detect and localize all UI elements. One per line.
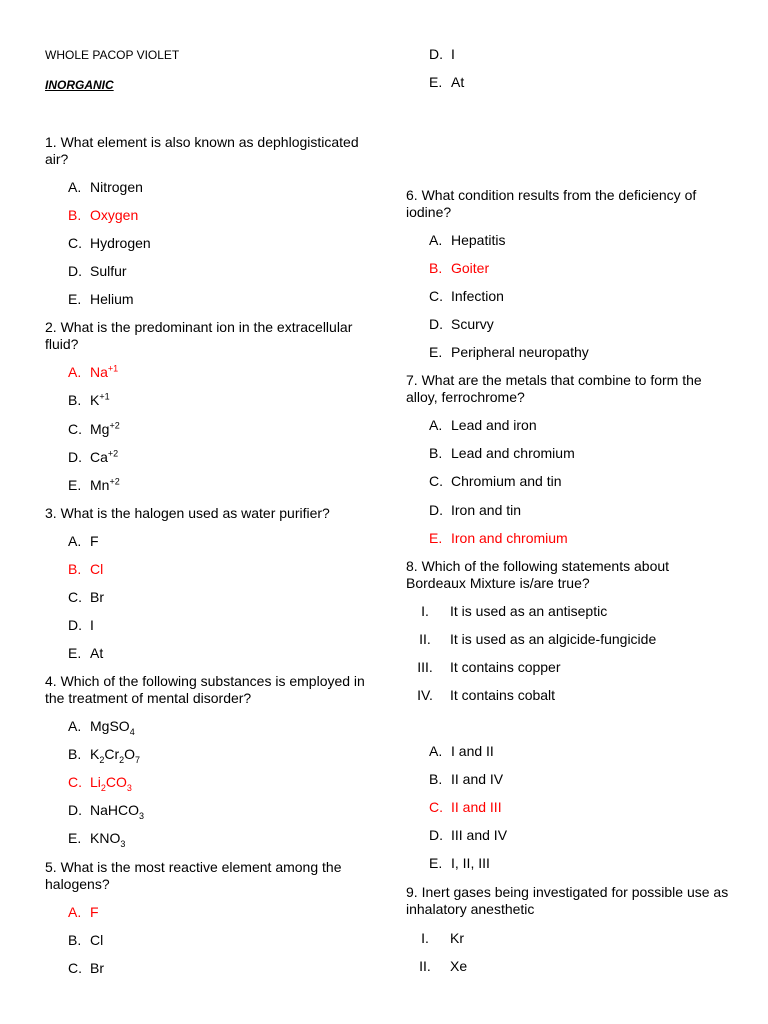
option <box>68 449 118 466</box>
formula-part: MgSO <box>90 718 130 734</box>
question-6: 6. What condition results from the deficiency of iodine? <box>406 187 697 220</box>
option-letter: B. <box>68 561 82 577</box>
option-text: I <box>451 46 455 62</box>
statement-text: It contains cobalt <box>450 687 556 703</box>
option-text: Goiter <box>451 260 490 276</box>
option-letter: E. <box>68 645 82 661</box>
option-letter: E. <box>68 830 82 846</box>
statement <box>406 631 656 648</box>
option <box>429 445 575 462</box>
option-letter: E. <box>68 477 82 493</box>
formula-subscript: 3 <box>120 838 126 849</box>
option-correct <box>68 561 103 578</box>
option <box>68 263 127 280</box>
option-letter: A. <box>429 417 443 433</box>
option <box>68 477 120 494</box>
option-letter: D. <box>429 827 443 843</box>
statement-text: It is used as an antiseptic <box>450 603 608 619</box>
option-letter: B. <box>68 746 82 762</box>
roman-numeral: III. <box>417 659 433 675</box>
option <box>68 392 110 409</box>
option-letter: E. <box>429 74 443 90</box>
option <box>429 46 455 63</box>
option <box>429 74 464 91</box>
option-correct <box>68 364 118 381</box>
option-text: Iron and tin <box>451 502 522 518</box>
option <box>429 316 494 333</box>
statement <box>406 687 555 704</box>
question-8: 8. Which of the following statements about Bordeaux Mixture is/are true? <box>406 558 670 591</box>
statement <box>406 659 561 676</box>
formula-subscript: 3 <box>139 810 145 821</box>
ion-charge: +2 <box>109 476 120 487</box>
option-text: Scurvy <box>451 316 494 332</box>
option <box>429 344 589 361</box>
ion-charge: +2 <box>107 448 119 459</box>
option-text: Chromium and tin <box>451 473 562 489</box>
option-letter: C. <box>429 473 443 489</box>
statement <box>406 603 607 620</box>
option-text: At <box>90 645 104 661</box>
question-4: 4. Which of the following substances is employed in the treatment of mental disorder? <box>45 673 365 706</box>
option <box>429 417 537 434</box>
ion-charge: +2 <box>109 420 120 431</box>
option-letter: D. <box>429 316 443 332</box>
option-text: Br <box>90 960 104 976</box>
option-text: I <box>90 617 94 633</box>
formula-part: K <box>90 746 100 762</box>
option-letter: C. <box>68 589 82 605</box>
option-letter: B. <box>429 445 443 461</box>
option-text: Hydrogen <box>90 235 151 251</box>
formula-part: CO <box>105 774 127 790</box>
question-7: 7. What are the metals that combine to form the alloy, ferrochrome? <box>406 372 702 405</box>
option-text: Cl <box>90 561 104 577</box>
option-text: Mn <box>90 477 110 493</box>
option-correct <box>68 904 99 921</box>
formula-part: NaHCO <box>90 802 140 818</box>
option-text: Helium <box>90 291 134 307</box>
option-text: Hepatitis <box>451 232 506 248</box>
statement-text: It is used as an algicide-fungicide <box>450 631 657 647</box>
option <box>68 960 104 977</box>
formula-subscript: 7 <box>135 754 141 765</box>
option-text: Lead and iron <box>451 417 537 433</box>
option-text: II and IV <box>451 771 504 787</box>
option <box>68 179 143 196</box>
option-text: Sulfur <box>90 263 127 279</box>
formula-subscript: 2 <box>99 754 105 765</box>
option-letter: A. <box>68 364 82 380</box>
option <box>68 802 144 819</box>
option-letter: D. <box>68 802 82 818</box>
option-text: At <box>451 74 465 90</box>
option-text: Nitrogen <box>90 179 143 195</box>
option <box>429 771 503 788</box>
option <box>429 827 507 844</box>
option-text: F <box>90 533 99 549</box>
option-letter: D. <box>68 449 82 465</box>
option-letter: E. <box>429 530 443 546</box>
option-letter: A. <box>68 179 82 195</box>
option-text: Infection <box>451 288 504 304</box>
option-text: Iron and chromium <box>451 530 568 546</box>
option-letter: D. <box>68 617 82 633</box>
option-correct <box>429 260 489 277</box>
option <box>68 291 134 308</box>
option-text: I and II <box>451 743 494 759</box>
option-text: Mg <box>90 421 110 437</box>
option-text: II and III <box>451 799 502 815</box>
option-letter: D. <box>68 263 82 279</box>
roman-numeral: I. <box>421 930 429 946</box>
option <box>429 288 504 305</box>
option-correct <box>68 207 138 224</box>
question-5: 5. What is the most reactive element among the halogens? <box>45 859 342 892</box>
formula-part: O <box>124 746 136 762</box>
option-correct <box>429 799 502 816</box>
option-letter: C. <box>68 960 82 976</box>
option-letter: A. <box>429 232 443 248</box>
statement-text: Xe <box>450 958 468 974</box>
option-text: K <box>90 392 100 408</box>
formula-part: KNO <box>90 830 121 846</box>
option-letter: C. <box>68 421 82 437</box>
ion-charge: +1 <box>99 391 110 402</box>
roman-numeral: IV. <box>417 687 433 703</box>
option-letter: E. <box>429 855 443 871</box>
option-text: I, II, III <box>451 855 490 871</box>
option <box>68 617 94 634</box>
option-letter: A. <box>68 904 82 920</box>
option <box>68 235 151 252</box>
option-letter: C. <box>68 235 82 251</box>
option <box>68 589 104 606</box>
option-letter: B. <box>429 260 443 276</box>
formula-subscript: 3 <box>126 782 132 793</box>
option <box>429 743 494 760</box>
ion-charge: +1 <box>107 363 119 374</box>
question-3: 3. What is the halogen used as water purifier? <box>45 505 330 521</box>
option-correct <box>68 774 132 791</box>
option <box>429 473 562 490</box>
option-correct <box>429 530 568 547</box>
question-1: 1. What element is also known as dephlogisticated air? <box>45 134 359 167</box>
document-title: WHOLE PACOP VIOLET <box>45 48 180 62</box>
option <box>68 533 99 550</box>
option-letter: A. <box>429 743 443 759</box>
option-letter: E. <box>68 291 82 307</box>
option <box>68 421 120 438</box>
option <box>68 718 135 735</box>
statement <box>406 930 464 947</box>
formula-part: Li <box>90 774 101 790</box>
option-letter: B. <box>68 392 82 408</box>
option <box>429 855 490 872</box>
option-letter: A. <box>68 718 82 734</box>
option-letter: D. <box>429 46 443 62</box>
option <box>68 645 103 662</box>
option-letter: A. <box>68 533 82 549</box>
option-letter: C. <box>68 774 82 790</box>
formula-subscript: 2 <box>119 754 125 765</box>
formula-subscript: 4 <box>129 726 135 737</box>
option-letter: B. <box>68 207 82 223</box>
formula-subscript: 2 <box>100 782 106 793</box>
option-text: Peripheral neuropathy <box>451 344 589 360</box>
option-text: Cl <box>90 932 104 948</box>
option-letter: E. <box>429 344 443 360</box>
option <box>429 502 521 519</box>
option-text: Ca <box>90 449 108 465</box>
option-text: III and IV <box>451 827 508 843</box>
option-letter: C. <box>429 288 443 304</box>
option-text: Lead and chromium <box>451 445 575 461</box>
statement-text: It contains copper <box>450 659 561 675</box>
roman-numeral: II. <box>419 631 431 647</box>
option <box>68 932 103 949</box>
option <box>429 232 505 249</box>
option-text: Na <box>90 364 108 380</box>
question-9: 9. Inert gases being investigated for possible use as inhalatory anesthetic <box>406 884 729 917</box>
option <box>68 830 125 847</box>
formula-part: Cr <box>104 746 120 762</box>
option-letter: B. <box>429 771 443 787</box>
question-2: 2. What is the predominant ion in the extracellular fluid? <box>45 319 353 352</box>
roman-numeral: II. <box>419 958 431 974</box>
option-text: Br <box>90 589 104 605</box>
option-letter: B. <box>68 932 82 948</box>
statement <box>406 958 467 975</box>
option <box>68 746 140 763</box>
statement-text: Kr <box>450 930 464 946</box>
option-letter: C. <box>429 799 443 815</box>
option-letter: D. <box>429 502 443 518</box>
roman-numeral: I. <box>421 603 429 619</box>
section-heading: INORGANIC <box>45 78 114 92</box>
option-text: Oxygen <box>90 207 139 223</box>
option-text: F <box>90 904 99 920</box>
